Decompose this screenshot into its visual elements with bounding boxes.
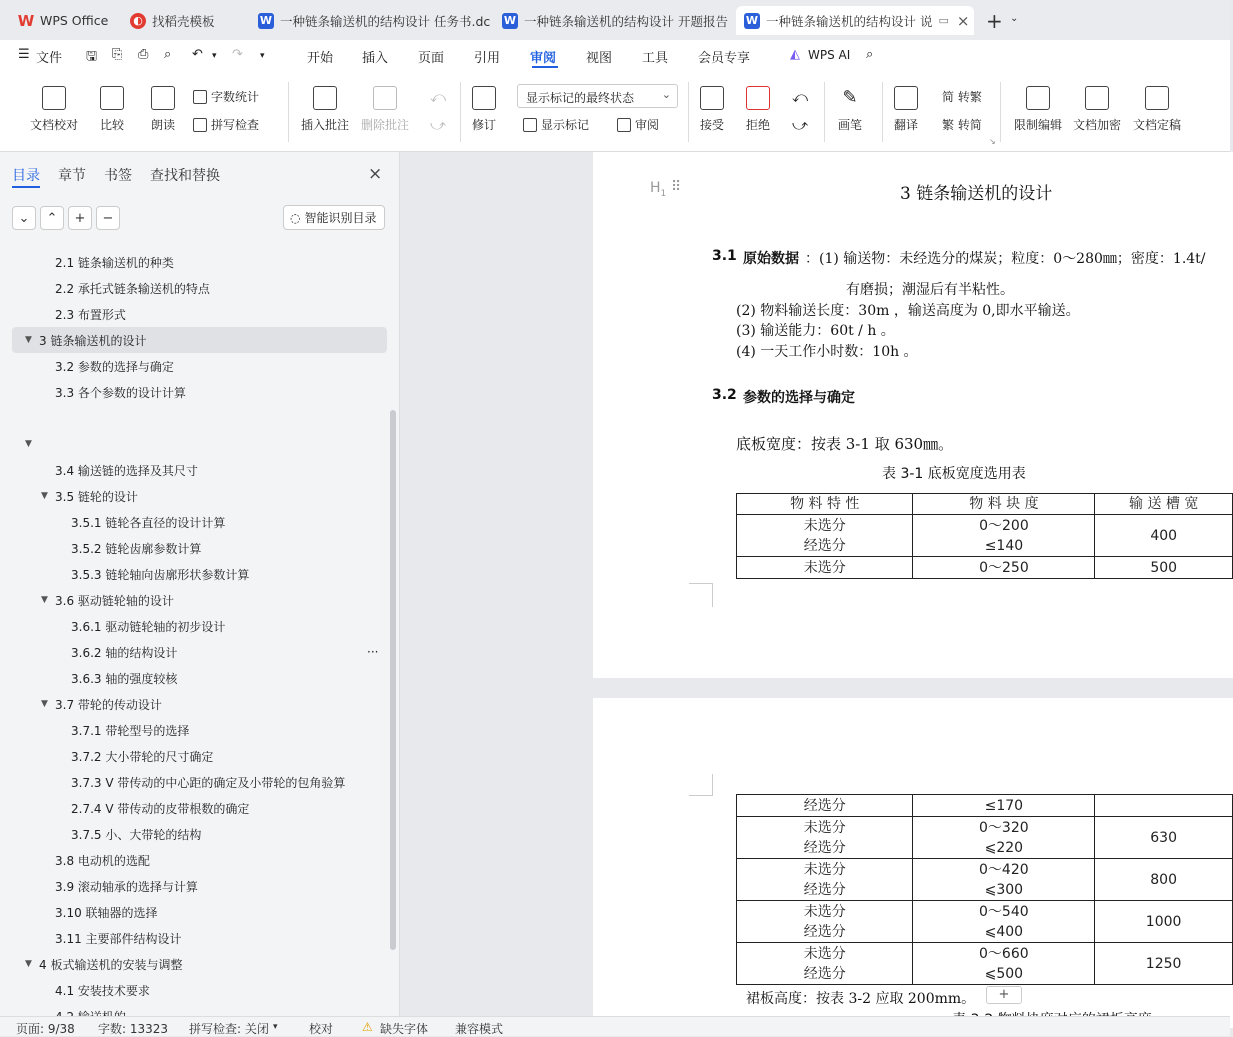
pen-button[interactable] bbox=[838, 86, 862, 133]
active-tab-underline bbox=[532, 66, 558, 68]
next-change-icon[interactable]: ⤻ bbox=[792, 116, 809, 134]
toc-item[interactable] bbox=[0, 275, 400, 301]
toc-item-label: 3.5.3 链轮轴向齿廓形状参数计算 bbox=[71, 567, 250, 582]
toc-item[interactable] bbox=[0, 977, 400, 1003]
table-header-cell: 物 料 块 度 bbox=[913, 494, 1095, 515]
restrict-edit-icon bbox=[1026, 86, 1050, 110]
table-cell bbox=[737, 557, 913, 579]
read-aloud-label: 朗读 bbox=[151, 118, 176, 132]
expand-group-icon[interactable]: ↘ bbox=[989, 137, 996, 146]
toc-item[interactable] bbox=[0, 379, 400, 405]
expand-triangle-icon[interactable]: ▼ bbox=[41, 491, 48, 501]
toc-item[interactable] bbox=[0, 561, 400, 587]
table-cell: 630 bbox=[1095, 817, 1233, 859]
toc-item-label: 4.1 安装技术要求 bbox=[55, 983, 150, 998]
insert-comment-icon bbox=[313, 86, 337, 110]
chevron-up-icon: ⌃ bbox=[46, 210, 58, 226]
menu-review[interactable]: 审阅 bbox=[530, 51, 557, 66]
menu-tools[interactable]: 工具 bbox=[642, 51, 669, 66]
chevron-down-icon: ⌄ bbox=[18, 210, 30, 226]
show-markup-button[interactable] bbox=[523, 116, 589, 133]
cell-line: 未选分 bbox=[803, 861, 846, 878]
status-bar bbox=[0, 1016, 1230, 1036]
table-cell bbox=[913, 515, 1095, 557]
cell-line: 经选分 bbox=[803, 965, 846, 982]
toc-item[interactable] bbox=[0, 249, 400, 275]
tab-label: 一种链条输送机的结构设计 任务书.dc bbox=[280, 13, 491, 29]
menu-view[interactable]: 视图 bbox=[586, 51, 613, 66]
table-row bbox=[737, 515, 1233, 557]
toc-item-label: 3.7.1 带轮型号的选择 bbox=[71, 723, 190, 738]
menu-file[interactable]: 文件 bbox=[36, 51, 63, 66]
new-tab-icon[interactable]: + bbox=[986, 9, 1003, 33]
menu-reference[interactable]: 引用 bbox=[474, 51, 501, 66]
table-cell bbox=[913, 859, 1095, 901]
page-indicator[interactable]: 页面: 9/38 bbox=[16, 1022, 75, 1036]
docer-icon: ◐ bbox=[130, 13, 146, 29]
smart-toc-button[interactable] bbox=[283, 205, 385, 230]
toc-item-label: 2.3 布置形式 bbox=[55, 307, 126, 322]
table-cell bbox=[737, 515, 913, 557]
toc-item-label: 2.7.4 V 带传动的皮带根数的确定 bbox=[71, 801, 250, 816]
smart-toc-label: 智能识别目录 bbox=[304, 211, 377, 225]
ribbon-divider bbox=[824, 82, 825, 142]
add-row-button[interactable] bbox=[986, 986, 1022, 1004]
toc-item[interactable] bbox=[0, 535, 400, 561]
paragraph-line: (4) 一天工作小时数：10h 。 bbox=[736, 344, 918, 360]
paragraph-line: 底板宽度：按表 3-1 取 630㎜。 bbox=[736, 435, 954, 453]
to-traditional-button[interactable] bbox=[942, 88, 982, 105]
restrict-edit-label: 限制编辑 bbox=[1014, 118, 1063, 132]
toc-item[interactable] bbox=[0, 353, 400, 379]
compat-mode-label: 兼容模式 bbox=[455, 1022, 504, 1036]
word-count-icon bbox=[193, 90, 207, 104]
markup-state-value: 显示标记的最终状态 bbox=[526, 91, 635, 105]
toc-item-label: 3 链条输送机的设计 bbox=[39, 333, 147, 348]
table-cell bbox=[737, 901, 913, 943]
toc-item-label: 3.7.5 小、大带轮的结构 bbox=[71, 827, 202, 842]
float-window-icon[interactable]: ▭ bbox=[938, 14, 949, 27]
print-icon[interactable]: ⎙ bbox=[138, 47, 149, 62]
cell-line: ⩽220 bbox=[984, 839, 1024, 856]
toc-item-label: 3.10 联轴器的选择 bbox=[55, 905, 158, 920]
drag-handle-icon[interactable]: ⠿ bbox=[671, 179, 682, 195]
data-table bbox=[736, 794, 1233, 985]
table-row bbox=[737, 795, 1233, 817]
cell-line: 经选分 bbox=[803, 537, 846, 554]
accept-icon bbox=[700, 86, 724, 110]
reject-button[interactable] bbox=[746, 86, 770, 133]
table-cell: 1250 bbox=[1095, 943, 1233, 985]
toc-item[interactable] bbox=[0, 431, 400, 457]
toc-item[interactable] bbox=[0, 847, 400, 873]
toc-item-label: 3.9 滚动轴承的选择与计算 bbox=[55, 879, 198, 894]
toc-item[interactable] bbox=[0, 405, 400, 431]
translate-label: 翻译 bbox=[894, 118, 919, 132]
show-markup-label: 显示标记 bbox=[541, 118, 590, 132]
finalize-label: 文档定稿 bbox=[1133, 118, 1182, 132]
cell-line: 未选分 bbox=[803, 903, 846, 920]
table-cell bbox=[737, 795, 913, 817]
panel-tab-find-replace[interactable]: 查找和替换 bbox=[150, 168, 220, 184]
toc-item-label: 3.6.1 驱动链轮轴的初步设计 bbox=[71, 619, 226, 634]
table-header-cell: 物 料 特 性 bbox=[737, 494, 913, 515]
accept-button[interactable] bbox=[700, 86, 724, 133]
tab-doc-current[interactable] bbox=[736, 6, 974, 35]
doc-check-button[interactable] bbox=[30, 86, 78, 133]
word-count-label: 字数统计 bbox=[211, 90, 260, 104]
to-simplified-button[interactable] bbox=[942, 116, 982, 133]
word-count-indicator[interactable]: 字数: 13323 bbox=[98, 1022, 169, 1036]
page-corner-mark bbox=[689, 583, 713, 607]
document-area bbox=[400, 152, 1230, 1016]
chevron-down-icon: ⌄ bbox=[661, 88, 671, 101]
menu-page[interactable]: 页面 bbox=[418, 51, 445, 66]
cell-line: 0～660 bbox=[979, 945, 1029, 962]
toc-item[interactable] bbox=[0, 821, 400, 847]
cell-line: 经选分 bbox=[803, 797, 846, 814]
toc-item[interactable] bbox=[0, 509, 400, 535]
ribbon-divider bbox=[288, 82, 289, 142]
toc-item-label: 3.6.2 轴的结构设计 bbox=[71, 645, 178, 660]
word-doc-icon: W bbox=[745, 14, 759, 27]
table-cell bbox=[737, 817, 913, 859]
tab-label: 找稻壳模板 bbox=[152, 13, 215, 29]
data-table bbox=[736, 493, 1233, 579]
search-icon[interactable]: ⌕ bbox=[866, 47, 874, 62]
cell-line: 0～200 bbox=[979, 517, 1029, 534]
read-aloud-icon bbox=[151, 86, 175, 110]
paragraph-line: (2) 物料输送长度：30m ，输送高度为 0,即水平输送。 bbox=[736, 303, 1080, 319]
review-pane-label: 审阅 bbox=[635, 118, 660, 132]
chevron-down-icon[interactable]: ▾ bbox=[273, 1022, 278, 1032]
paragraph-line: 有磨损；潮湿后有半粘性。 bbox=[846, 282, 1014, 298]
translate-button[interactable] bbox=[894, 86, 918, 133]
spell-check-status[interactable]: 拼写检查: 关闭 bbox=[189, 1022, 269, 1036]
tab-label: 一种链条输送机的结构设计 说 bbox=[766, 13, 933, 29]
show-markup-icon bbox=[523, 118, 537, 132]
next-comment-icon: ⤻ bbox=[430, 116, 447, 134]
toc-item[interactable] bbox=[0, 873, 400, 899]
toc-item-label: 3.7.2 大小带轮的尺寸确定 bbox=[71, 749, 214, 764]
panel-tab-bookmark[interactable]: 书签 bbox=[104, 168, 132, 184]
compare-button[interactable] bbox=[100, 86, 124, 133]
toc-item[interactable] bbox=[0, 691, 400, 717]
expand-all-button[interactable] bbox=[40, 206, 64, 230]
word-count-button[interactable] bbox=[193, 88, 259, 105]
table-cell bbox=[913, 795, 1095, 817]
ribbon-divider bbox=[460, 82, 461, 142]
toc-item[interactable] bbox=[0, 743, 400, 769]
more-icon[interactable]: ··· bbox=[367, 645, 379, 659]
table-cell bbox=[737, 859, 913, 901]
ribbon-divider bbox=[1000, 82, 1001, 142]
encrypt-icon bbox=[1085, 86, 1109, 110]
toc-item-label: 3.7 带轮的传动设计 bbox=[55, 697, 162, 712]
compare-label: 比较 bbox=[100, 118, 125, 132]
paragraph-line: 裙板高度：按表 3-2 应取 200mm。 bbox=[746, 991, 976, 1007]
doc-check-label: 文档校对 bbox=[30, 118, 79, 132]
delete-comment-button bbox=[361, 86, 409, 133]
toc-item[interactable] bbox=[0, 769, 400, 795]
encrypt-label: 文档加密 bbox=[1073, 118, 1122, 132]
toc-item-label: 3.7.3 V 带传动的中心距的确定及小带轮的包角验算 bbox=[71, 775, 346, 790]
wps-ai-icon: ◭ bbox=[790, 47, 800, 62]
spell-check-label: 拼写检查 bbox=[211, 118, 260, 132]
table-cell bbox=[913, 817, 1095, 859]
table-cell: 500 bbox=[1095, 557, 1233, 579]
close-icon[interactable]: × bbox=[956, 11, 970, 30]
revise-button[interactable] bbox=[472, 86, 496, 133]
missing-font-button[interactable]: 缺失字体 bbox=[380, 1022, 429, 1036]
plus-icon: + bbox=[74, 210, 86, 226]
spell-check-icon bbox=[193, 118, 207, 132]
toc-item-label: 4 板式输送机的安装与调整 bbox=[39, 957, 183, 972]
menu-start[interactable]: 开始 bbox=[307, 51, 334, 66]
heading-marker: $H_1$ bbox=[650, 180, 667, 199]
menu-wps-ai[interactable]: WPS AI bbox=[808, 48, 851, 62]
table-header-row bbox=[737, 494, 1233, 515]
toc-item[interactable] bbox=[0, 899, 400, 925]
table-cell: 800 bbox=[1095, 859, 1233, 901]
table-row bbox=[737, 901, 1233, 943]
save-icon[interactable]: 🖫 bbox=[86, 49, 98, 64]
cell-line: 0～320 bbox=[979, 819, 1029, 836]
minus-icon: − bbox=[102, 210, 114, 226]
page-corner-mark bbox=[689, 774, 713, 796]
menu-bar bbox=[0, 40, 1230, 72]
toc-item-label: 3.6 驱动链轮轴的设计 bbox=[55, 593, 174, 608]
cell-line: 未选分 bbox=[803, 517, 846, 534]
pen-icon: ✎ bbox=[842, 87, 858, 108]
table-cell bbox=[913, 943, 1095, 985]
toc-item-label: 3.5.1 链轮各直径的设计计算 bbox=[71, 515, 226, 530]
share-icon[interactable]: ⎘ bbox=[112, 47, 123, 62]
cell-line: ≤170 bbox=[984, 797, 1024, 814]
chapter-title: 3 链条输送机的设计 bbox=[900, 184, 1053, 204]
toc-item-label: 3.11 主要部件结构设计 bbox=[55, 931, 182, 946]
revise-label: 修订 bbox=[472, 118, 497, 132]
panel-tab-chapter[interactable]: 章节 bbox=[58, 168, 86, 184]
toc-item[interactable] bbox=[0, 665, 400, 691]
chevron-down-icon[interactable]: ▾ bbox=[260, 51, 265, 61]
cell-line: 0～420 bbox=[979, 861, 1029, 878]
toc-item-label: 3.5 链轮的设计 bbox=[55, 489, 138, 504]
expand-triangle-icon[interactable]: ▼ bbox=[41, 595, 48, 605]
wps-logo-icon: W bbox=[17, 11, 35, 30]
cell-line: 未选分 bbox=[803, 559, 846, 576]
tab-bar bbox=[0, 0, 1230, 40]
toc-item[interactable] bbox=[0, 717, 400, 743]
expand-triangle-icon[interactable]: ▼ bbox=[25, 959, 32, 969]
chevron-down-icon[interactable]: ▾ bbox=[212, 51, 217, 61]
cell-line: ≤140 bbox=[984, 537, 1024, 554]
toc-item[interactable] bbox=[0, 587, 400, 613]
insert-comment-button[interactable] bbox=[301, 86, 349, 133]
cell-line: ⩽400 bbox=[984, 923, 1024, 940]
tab-template[interactable] bbox=[122, 6, 242, 35]
review-pane-button[interactable] bbox=[617, 116, 659, 133]
plus-icon: + bbox=[998, 987, 1010, 1002]
cell-line: 未选分 bbox=[803, 819, 846, 836]
markup-state-select[interactable] bbox=[517, 84, 678, 108]
table-header-cell: 输 送 槽 宽 bbox=[1095, 494, 1233, 515]
finalize-icon bbox=[1145, 86, 1169, 110]
menu-insert[interactable]: 插入 bbox=[362, 51, 389, 66]
cell-line: 未选分 bbox=[803, 945, 846, 962]
toc-item-label: 3.8 电动机的选配 bbox=[55, 853, 150, 868]
tab-doc-taskbook[interactable] bbox=[250, 6, 491, 35]
tab-doc-proposal[interactable] bbox=[494, 6, 730, 35]
cell-line: 0～540 bbox=[979, 903, 1029, 920]
paragraph-line: ：(1) 输送物：未经选分的煤炭；粒度：0～280㎜；密度：1.4t/ bbox=[805, 251, 1206, 267]
table-row bbox=[737, 859, 1233, 901]
panel-tab-underline bbox=[12, 186, 40, 188]
toc-item[interactable] bbox=[0, 925, 400, 951]
finalize-button[interactable] bbox=[1133, 86, 1181, 133]
table-row bbox=[737, 817, 1233, 859]
cell-line: 0～250 bbox=[979, 559, 1029, 576]
toc-item[interactable] bbox=[0, 457, 400, 483]
cell-line: ⩽300 bbox=[984, 881, 1024, 898]
reject-label: 拒绝 bbox=[746, 118, 771, 132]
table-caption: 表 3-1 底板宽度选用表 bbox=[882, 466, 1026, 482]
document-page bbox=[593, 152, 1233, 678]
heading-marker-label: H bbox=[650, 180, 661, 196]
toc-item-label: 3.4 输送链的选择及其尺寸 bbox=[55, 463, 198, 478]
undo-icon[interactable]: ↶ bbox=[192, 47, 203, 62]
section-number: 3.1 bbox=[712, 248, 737, 264]
review-pane-icon bbox=[617, 118, 631, 132]
document-page bbox=[593, 698, 1233, 1028]
close-icon[interactable]: × bbox=[368, 164, 383, 184]
read-aloud-button[interactable] bbox=[151, 86, 175, 133]
remove-heading-button[interactable] bbox=[96, 206, 120, 230]
smart-recognize-icon: ◌ bbox=[290, 210, 301, 225]
toc-item-label: 2.1 链条输送机的种类 bbox=[55, 255, 174, 270]
encrypt-button[interactable] bbox=[1073, 86, 1121, 133]
toc-item[interactable] bbox=[0, 301, 400, 327]
table-row bbox=[737, 943, 1233, 985]
spell-check-button[interactable] bbox=[193, 116, 259, 133]
toc-item[interactable] bbox=[0, 795, 400, 821]
toc-item[interactable] bbox=[0, 639, 400, 665]
accept-label: 接受 bbox=[700, 118, 725, 132]
toc-item[interactable] bbox=[0, 613, 400, 639]
delete-comment-label: 删除批注 bbox=[361, 118, 410, 132]
toc-scrollbar[interactable] bbox=[390, 410, 396, 950]
word-doc-icon: W bbox=[259, 14, 273, 27]
cell-line: 经选分 bbox=[803, 839, 846, 856]
add-heading-button[interactable] bbox=[68, 206, 92, 230]
prev-change-icon[interactable]: ⤺ bbox=[792, 88, 809, 106]
expand-triangle-icon[interactable]: ▼ bbox=[25, 439, 32, 449]
table-cell bbox=[1095, 795, 1233, 817]
expand-triangle-icon[interactable]: ▼ bbox=[41, 699, 48, 709]
insert-comment-label: 插入批注 bbox=[301, 118, 350, 132]
section-title: 参数的选择与确定 bbox=[743, 390, 855, 406]
toc-item[interactable] bbox=[0, 951, 400, 977]
redo-icon: ↷ bbox=[232, 47, 243, 62]
table-cell bbox=[737, 943, 913, 985]
to-traditional-label: 简 转繁 bbox=[942, 90, 982, 104]
cell-line: ⩽500 bbox=[984, 965, 1024, 982]
prev-comment-icon: ⤺ bbox=[430, 88, 447, 106]
toc-item-label: 3.3 各个参数的设计计算 bbox=[55, 385, 186, 400]
tab-wps-office[interactable] bbox=[10, 6, 120, 35]
panel-tab-toc[interactable]: 目录 bbox=[12, 168, 40, 184]
expand-triangle-icon[interactable]: ▼ bbox=[25, 335, 32, 345]
doc-check-icon bbox=[42, 86, 66, 110]
menu-member[interactable]: 会员专享 bbox=[698, 51, 751, 66]
table-cell: 400 bbox=[1095, 515, 1233, 557]
ribbon-toolbar bbox=[0, 72, 1230, 152]
translate-icon bbox=[894, 86, 918, 110]
navigation-pane bbox=[0, 152, 400, 1016]
toc-item-label: 3.2 参数的选择与确定 bbox=[55, 359, 174, 374]
toc-item-label: 3.6.3 轴的强度较核 bbox=[71, 671, 178, 686]
collapse-all-button[interactable] bbox=[12, 206, 36, 230]
proof-button[interactable]: 校对 bbox=[309, 1022, 334, 1036]
toc-item-label: 3.5.2 链轮齿廓参数计算 bbox=[71, 541, 202, 556]
paragraph-line: (3) 输送能力：60t / h 。 bbox=[736, 323, 895, 339]
word-doc-icon: W bbox=[503, 14, 517, 27]
table-cell: 1000 bbox=[1095, 901, 1233, 943]
to-simplified-label: 繁 转简 bbox=[942, 118, 982, 132]
toc-item[interactable] bbox=[0, 483, 400, 509]
hamburger-icon[interactable]: ☰ bbox=[18, 47, 30, 62]
delete-comment-icon bbox=[373, 86, 397, 110]
tab-label: 一种链条输送机的结构设计 开题报告 bbox=[524, 13, 728, 29]
ribbon-divider bbox=[688, 82, 689, 142]
reject-icon bbox=[746, 86, 770, 110]
table-cell bbox=[913, 901, 1095, 943]
cell-line: 经选分 bbox=[803, 923, 846, 940]
toc-item[interactable] bbox=[12, 327, 387, 353]
table-cell bbox=[913, 557, 1095, 579]
compare-icon bbox=[100, 86, 124, 110]
restrict-edit-button[interactable] bbox=[1014, 86, 1062, 133]
section-title: 原始数据 bbox=[743, 251, 799, 267]
toc-item-label: 2.2 承托式链条输送机的特点 bbox=[55, 281, 210, 296]
section-number: 3.2 bbox=[712, 387, 737, 403]
tab-label: WPS Office bbox=[40, 13, 109, 28]
pen-label: 画笔 bbox=[838, 118, 863, 132]
warning-icon: ⚠ bbox=[362, 1020, 373, 1034]
table-row bbox=[737, 557, 1233, 579]
revise-icon bbox=[472, 86, 496, 110]
cell-line: 经选分 bbox=[803, 881, 846, 898]
print-preview-icon[interactable]: ⌕ bbox=[164, 47, 172, 62]
chevron-down-icon[interactable]: ⌄ bbox=[1010, 13, 1019, 24]
ribbon-divider bbox=[882, 82, 883, 142]
